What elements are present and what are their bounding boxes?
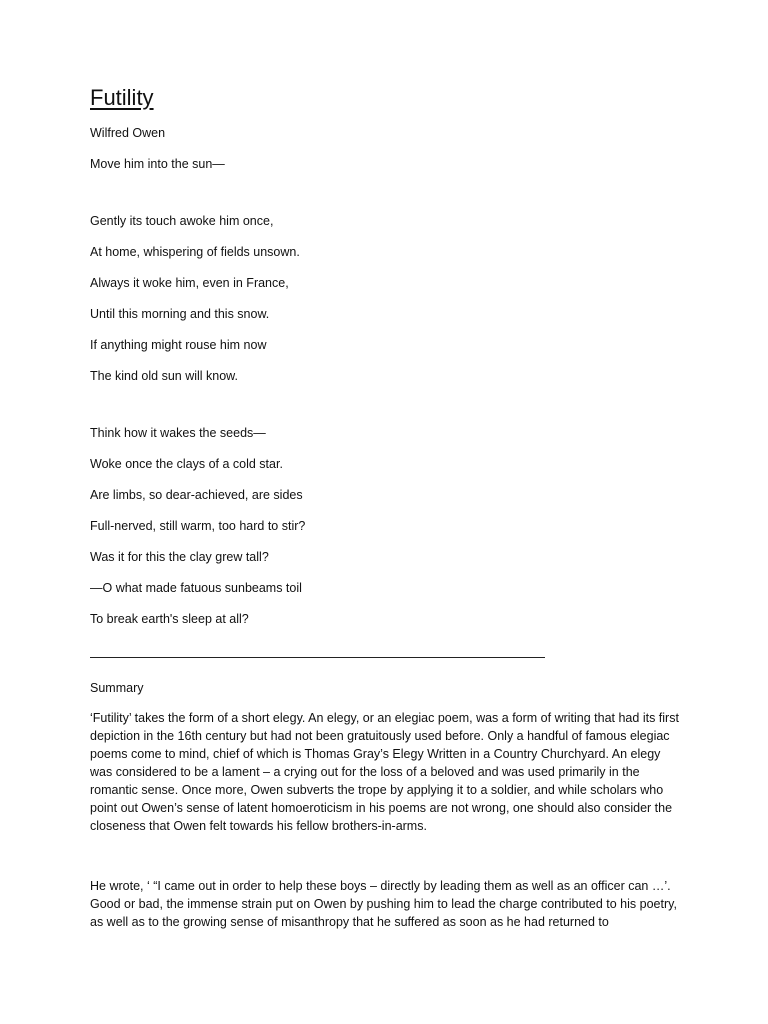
- poem-title: Futility: [90, 85, 154, 110]
- poem-line: Always it woke him, even in France,: [90, 276, 289, 290]
- poem-line: Woke once the clays of a cold star.: [90, 457, 283, 471]
- poem-line: Move him into the sun—: [90, 157, 225, 171]
- poem-line: Gently its touch awoke him once,: [90, 214, 274, 228]
- poem-line: If anything might rouse him now: [90, 338, 267, 352]
- poem-line: [90, 385, 305, 398]
- poem-line: The kind old sun will know.: [90, 369, 238, 383]
- summary-paragraph: He wrote, ‘ “I came out in order to help these boys – directly by leading them as well as an officer can …’. Good or bad, the immense strain put on Owen by pushing him to lead the charge contributed to his poetry, as well as to the growing sense of misanthropy that he suffered as soon as he had returned to: [90, 879, 677, 929]
- poem-line: [90, 173, 305, 186]
- horizontal-divider: [90, 657, 545, 658]
- poem-author: Wilfred Owen: [90, 126, 166, 140]
- section-heading: Summary: [90, 681, 144, 695]
- poem-line: To break earth's sleep at all?: [90, 612, 249, 626]
- poem-body: [90, 155, 305, 628]
- poem-line: Are limbs, so dear-achieved, are sides: [90, 488, 303, 502]
- poem-line: Full-nerved, still warm, too hard to stir?: [90, 519, 306, 533]
- poem-line: —O what made fatuous sunbeams toil: [90, 581, 302, 595]
- poem-line: Was it for this the clay grew tall?: [90, 550, 269, 564]
- summary-paragraph: ‘Futility’ takes the form of a short elegy. An elegy, or an elegiac poem, was a form of writing that had its first depiction in the 16th century but had not been gratuitously used before. Only a handful of famous elegiac poems come to mind, chief of which is Thomas Gray’s Elegy Written in a Country Churchyard. An elegy was considered to be a lament – a crying out for the loss of a beloved and was used primarily in the romantic sense. Once more, Owen subverts the trope by applying it to a soldier, and while scholars who point out Owen’s sense of latent homoeroticism in his poems are not wrong, one should also consider the closeness that Owen felt towards his fellow brothers-in-arms.: [90, 711, 679, 833]
- poem-line: At home, whispering of fields unsown.: [90, 245, 300, 259]
- poem-line: Until this morning and this snow.: [90, 307, 270, 321]
- poem-line: Think how it wakes the seeds—: [90, 426, 266, 440]
